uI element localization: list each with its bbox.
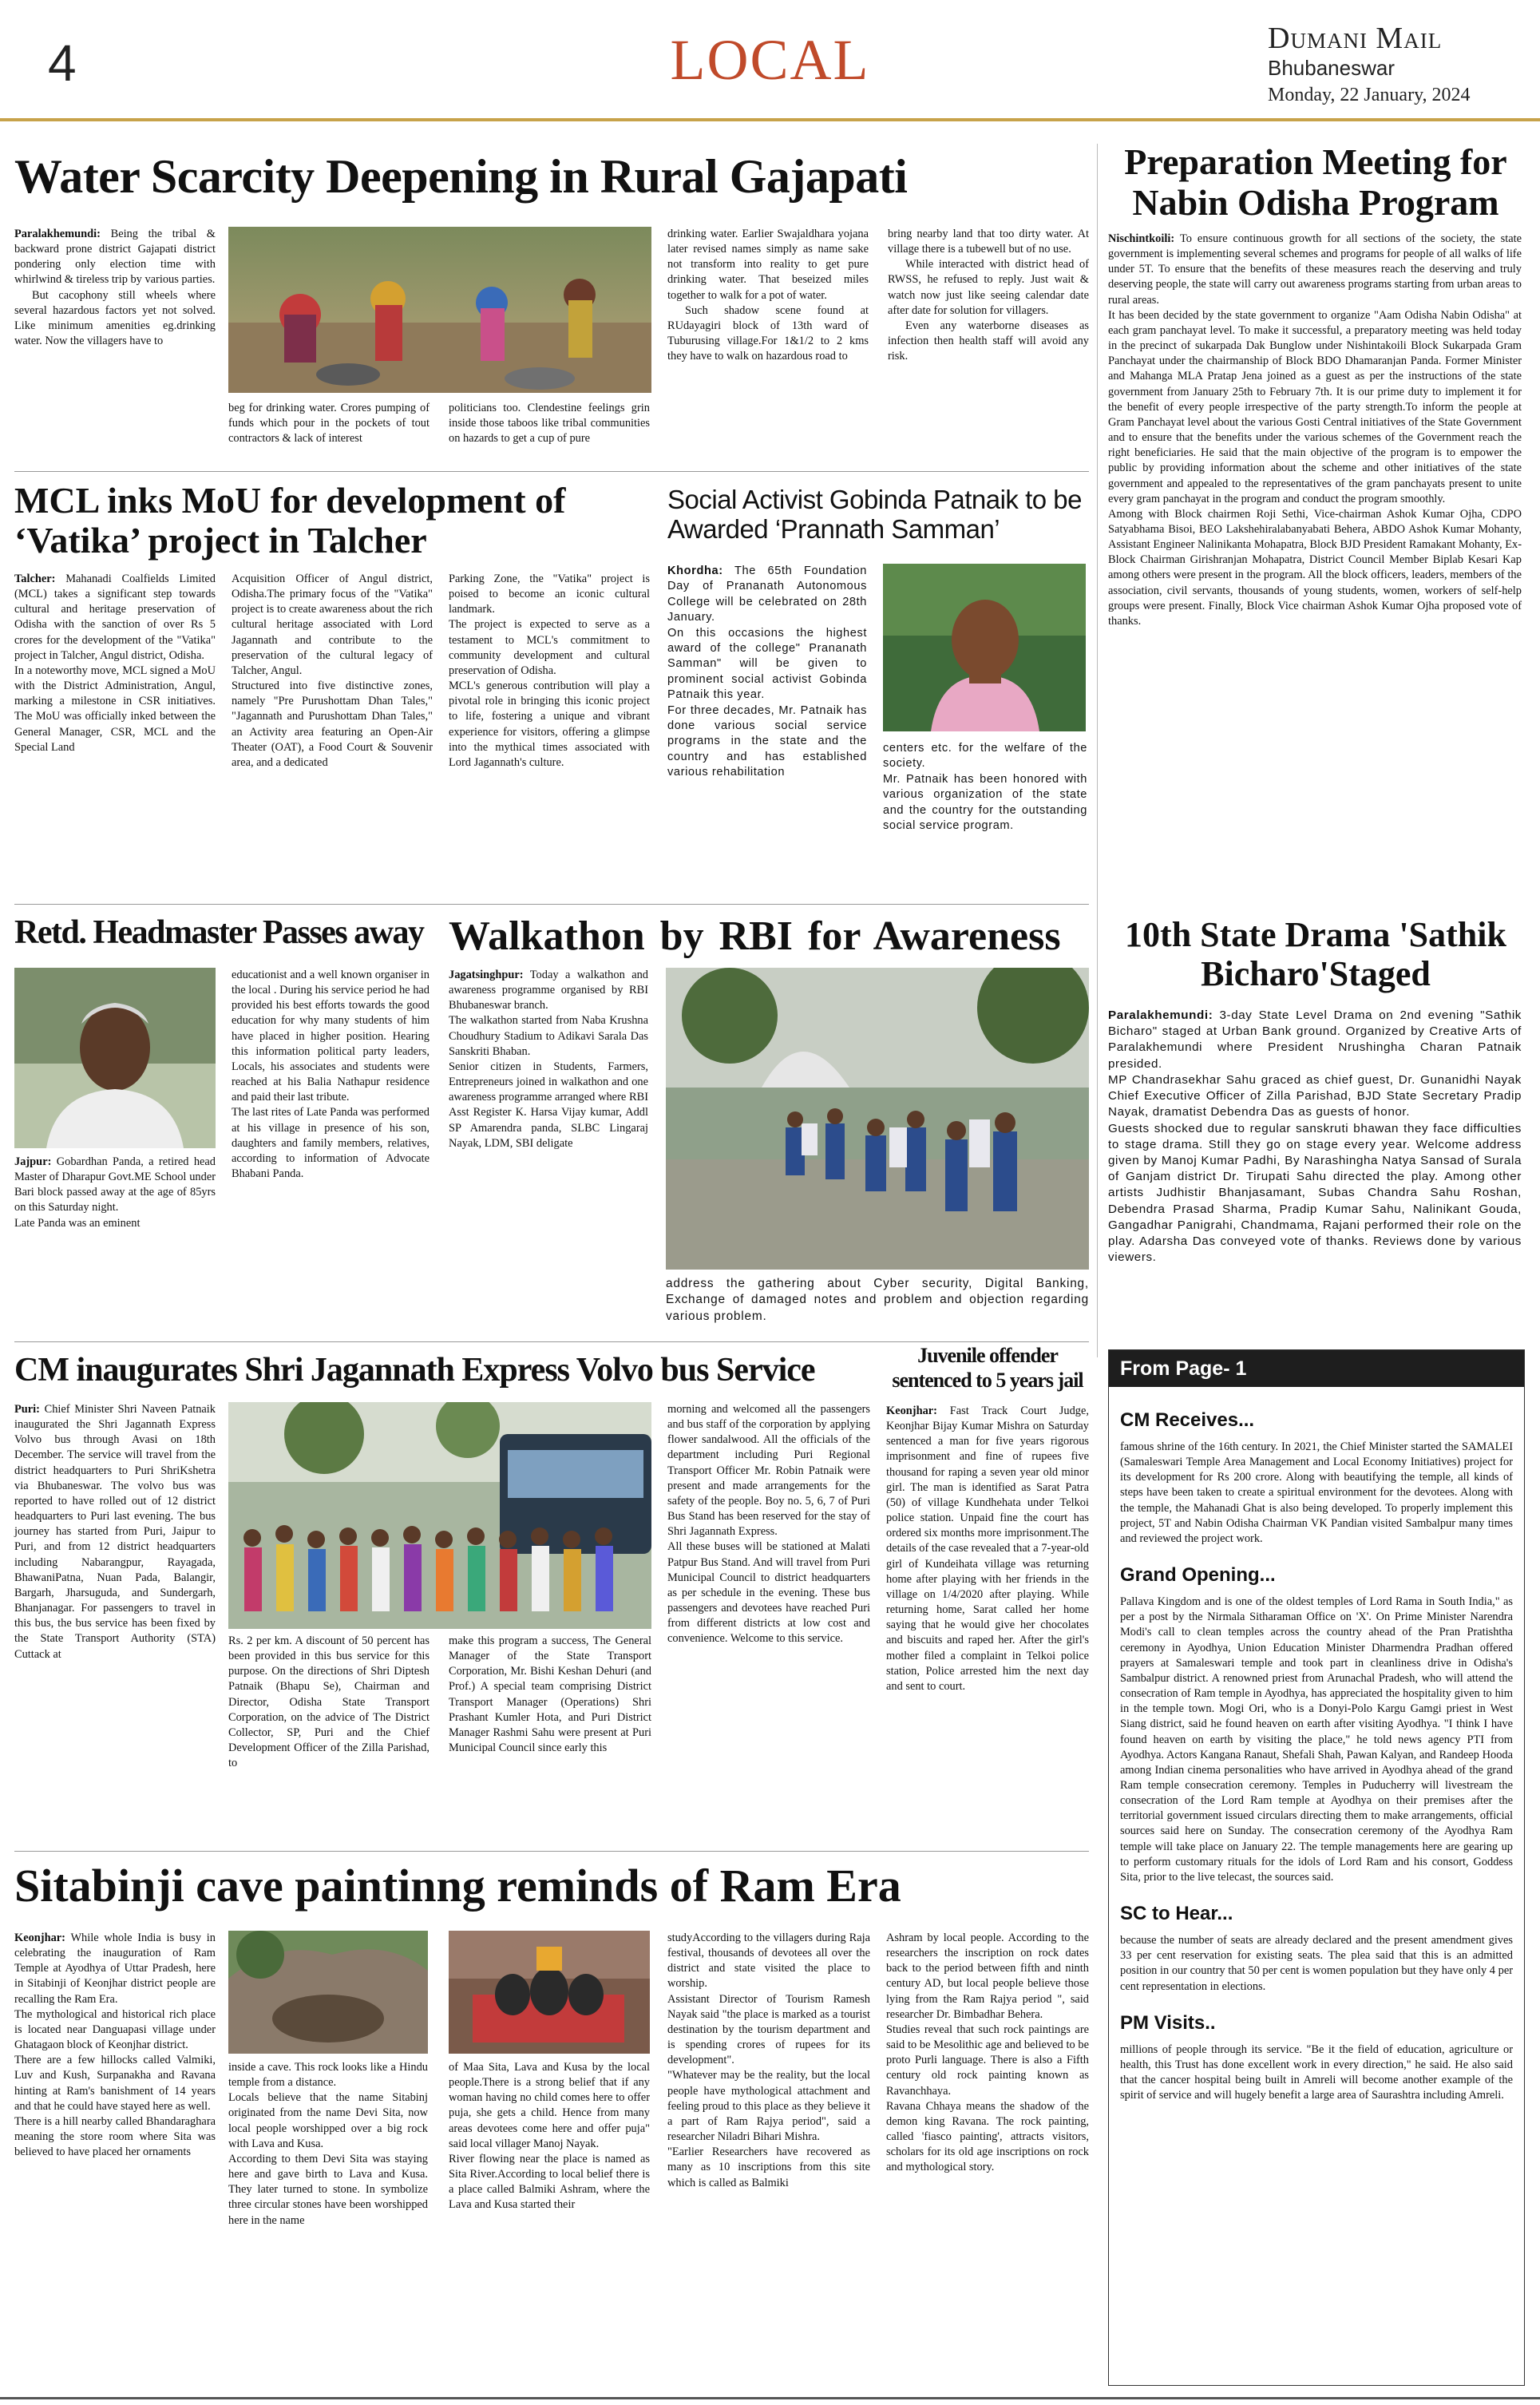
walkathon-text-1c: Senior citizen in Students, Farmers, Entrepreneurs joined in walkathon and one awareness programme arranged where RBI Asst Register K. Harsa Vijay kumar, Addl SP Amarendra panda, SLBC Lingaraj Nayak, LDM, SBI deligate — [449, 1060, 648, 1150]
walkathon-dateline: Jagatsinghpur: — [449, 969, 524, 981]
mcl-text-3b: The project is expected to serve as a testament to MCL's commitment to community development and cultural preservation of Odisha. — [449, 618, 650, 677]
pm-visits-heading: PM Visits.. — [1120, 2011, 1216, 2034]
water-col-4 — [667, 227, 869, 364]
water-photo — [228, 227, 651, 393]
gobinda-col-1 — [667, 564, 867, 781]
water-text-3: politicians too. Clendestine feelings grin inside those taboos like tribal communities on hazards to get a cup of pure — [449, 402, 650, 446]
gobinda-dateline: Khordha: — [667, 565, 723, 577]
water-text-2: beg for drinking water. Crores pumping of funds which pour in the pockets of tout contractors & lack of interest — [228, 402, 430, 446]
drama-text-1: 3-day State Level Drama on 2nd evening "Sathik Bicharo" staged at Urban Bank ground. Organized by Creative Arts of Paralakhemundi where President Nrushingha Charan Patnaik presided. — [1108, 1008, 1522, 1071]
drama-body — [1108, 1008, 1522, 1266]
footer-rule — [0, 2397, 1540, 2399]
sita-text-4b: Assistant Director of Tourism Ramesh Nayak said "the place is marked as a tourist destination by the tourism department and is spending crores of rupees for its development". — [667, 1992, 870, 2067]
sita-text-1c: There are a few hillocks called Valmiki, Luv and Kush, Surpanakha and Ravana hinting at Ram's banishment of 14 years and that he could have stayed here as well. — [14, 2054, 216, 2113]
page-number: 4 — [48, 34, 77, 92]
masthead-rule — [0, 118, 1540, 121]
mcl-col-1 — [14, 572, 216, 755]
date: Monday, 22 January, 2024 — [1268, 85, 1471, 105]
juvenile-text: Fast Track Court Judge, Keonjhar Bijay Kumar Mishra on Saturday sentenced a man for five years rigorous imprisonment and fine of rupees five thousand for raping a seven year old minor girl. The man is identified as Sarat Patra (50) of village Kundhehata under Telkoi police station. Unpaid fine the court has ordered six months more imprisonment.The details of the case revealed that a 7-year-old girl of Kundeihata village was returning home after playing with her friends in the village on 1/4/2020 after playing. While returning home, Sarat called her home saying that he would give her chocolates and biscuits and raped her. After the girl's mother filed a complaint in Telkoi police station, Police arrested him the next day and sent to court. — [886, 1405, 1089, 1693]
mcl-text-1: Mahanadi Coalfields Limited (MCL) takes a significant step towards cultural and heritage preservation of Odisha with the sanction of over Rs 5 crores for the development of the "Vatika" project in Talcher, Angul district, Odisha. — [14, 573, 216, 662]
from-page-banner: From Page- 1 — [1109, 1350, 1524, 1387]
water-headline: Water Scarcity Deepening in Rural Gajapati — [14, 150, 908, 203]
walkathon-photo-image — [666, 968, 1089, 1270]
bus-photo — [228, 1402, 651, 1629]
sita-col-3 — [449, 2060, 650, 2213]
from-page-box — [1108, 1349, 1525, 2386]
section-title: LOCAL — [670, 28, 870, 92]
drama-text-2: MP Chandrasekhar Sahu graced as chief guest, Dr. Gunanidhi Nayak Chief Executive Officer of Zilla Parishad, BJD State Secretary Pradip Nayak, dramatist Debendra Das as guests of honor. — [1108, 1072, 1522, 1119]
sita-text-2: inside a cave. This rock looks like a Hindu temple from a distance. — [228, 2061, 428, 2090]
water-photo-image — [228, 227, 651, 393]
water-text-1b: But cacophony still wheels where several hazardous factors yet not solved. Like minimum amenities eg.drinking water. Now the villagers have to — [14, 288, 216, 348]
drama-headline: 10th State Drama 'Sathik Bicharo'Staged — [1125, 915, 1506, 994]
row-rule-1 — [14, 471, 1089, 472]
cm-receives-text: famous shrine of the 16th century. In 2021, the Chief Minister started the SAMALEI (Samaleswari Temple Area Management and Local Economy Initiatives) project for its development for Rs 200 crore. Along with beautifying the temple, all kinds of steps have been taken to create a spiritual environment for the devotees. Along with the temple, the Mahanadi Ghat is also being developed. To properly implement this project, 5T and Nabin Odisha Chairman VK Pandian visited Sambalpur many times and reviewed the project work. — [1120, 1440, 1513, 1545]
bus-col-4 — [667, 1402, 870, 1647]
gobinda-text-1c: For three decades, Mr. Patnaik has done various social service programs in the state and the country and has established various rehabilitation — [667, 703, 867, 779]
walkathon-text-1b: The walkathon started from Naba Krushna Choudhury Stadium to Adikavi Sarala Das Sanskriti Bhaban. — [449, 1014, 648, 1058]
sita-text-2c: According to them Devi Sita was staying here and gave birth to Lava and Kusa. They later turned to stone. In symbolize three circular stones have been worshipped here in the name — [228, 2152, 428, 2227]
headmaster-text-1b: Late Panda was an eminent — [14, 1216, 141, 1230]
drama-text-3: Guests shocked due to regular sanskruti bhawan they face difficulties to stage drama. Still they go on stage every year. Welcome address given by Manoj Kumar Padhi, By Narashingha Natya Sansad of Surala of Ganjam district Dr. Tirupati Sahu directed the play. Among other artists Judhistir Bhanjasamant, Subas Chandra Sahu Roshan, Debendra Prasad Sharma, Pradip Kumar Sahu, Nalinikant Gouda, Gangadhar Panigrahi, Chandmama, Rajani performed their role on the play. Adarsha Das conveyed vote of thanks. Reviews done by various viewers. — [1108, 1121, 1522, 1265]
water-col-2 — [228, 401, 430, 446]
water-text-5: bring nearby land that too dirty water. At village there is a tubewell but of no use. — [888, 228, 1089, 256]
sita-text-2b: Locals believe that the name Sitabinj originated from the name Devi Sita, now local people worshipped over a big rock with Lava and Kusa. — [228, 2091, 428, 2150]
sc-to-hear-text: because the number of seats are already declared and the present amendment gives 33 per cent reservation for existing seats. The plea said that this is an admitted position in our country that 50 per cent is women population but they have only 4 per cent representation in elections. — [1120, 1934, 1513, 1993]
mcl-col-3 — [449, 572, 650, 771]
sita-dateline: Keonjhar: — [14, 1932, 65, 1944]
mcl-headline: MCL inks MoU for development of ‘Vatika’ project in Talcher — [14, 480, 566, 561]
grand-opening-text: Pallava Kingdom and is one of the oldest temples of Lord Rama in South India," as per a post by the Nirmala Sitharaman Office on 'X'. On Prime Minister Narendra Modi's call to clean temples across the country ahead of the Pran Pratishtha ceremony in Ayodhya, Union Education Minister Dharmendra Pradhan offered prayers at Samaleswari temple and took part in cleanliness drive in Odisha's Sambalpur district. A renowned priest from Arunachal Pradesh, who will attend the consecration of Ram temple in Ayodhya, has appreciated the hospitality given to him in the temple town. Mogi Ori, who is a Donyi-Polo Kargu Gamgi priest in West Siang district, said he found heaven on earth after visiting Ayodhya. "I think I have found heaven on earth by visiting the place," he told news agency PTI from Ayodhya. Actors Kangana Ranaut, Shefali Shah, Pawan Kalyan, and Randeep Hooda among Indian cinema personalities who have arrived in Ayodhya ahead of the grand Ram temple consecration ceremony. Temples in Puducherry will livestream the consecration of the Lord Ram temple at Ayodhya on their premises after the territorial government issued circulars directing them to make arrangements, official sources said here on Sunday. The consecration ceremony of the Ayodhya Ram temple will take place on January 22. The temple managements here are gearing up to perform customary rituals for the idols of Lord Ram and his consort, Goddess Sita, prior to the live telecast, the sources said. — [1120, 1595, 1513, 1884]
sita-text-4c: "Whatever may be the reality, but the local people have mythological attachment and feeling proud to this place as they believe it a part of Ram Rajya period", said a researcher Niladri Bihari Mishra. — [667, 2069, 870, 2144]
water-text-5c: Even any waterborne diseases as infection then health staff will avoid any risk. — [888, 319, 1089, 363]
mcl-text-1b: In a noteworthy move, MCL signed a MoU with the District Administration, Angul, marking a milestone in CSR initiatives. The MoU was officially inked between the General Manager, CSR, MCL and the Special Land — [14, 664, 216, 754]
gobinda-text-1b: On this occasions the highest award of the college" Prananath Samman" will be given to prominent social activist Gobinda Patnaik this year. — [667, 626, 867, 702]
sita-text-5b: Studies reveal that such rock paintings are said to be Mesolithic age and believed to be proto Purli language. There is also a Fifth century old rock painting known as Ravanchhaya. — [886, 2023, 1089, 2098]
bus-col-3 — [449, 1634, 651, 1756]
city: Bhubaneswar — [1268, 56, 1395, 80]
bus-text-2: Rs. 2 per km. A discount of 50 percent has been provided in this bus service for this purpose. On the directions of Shri Diptesh Patnaik (Bhapu Se), Chairman and Director, Odisha State Transport Corporation, on the advice of The District Collector, SP, Puri and the Chief Development Officer of the Zilla Parishad, to — [228, 1634, 430, 1770]
walkathon-col-1 — [449, 968, 648, 1151]
water-dateline: Paralakhemundi: — [14, 228, 101, 240]
sita-cave-image — [228, 1931, 428, 2054]
sita-text-5: Ashram by local people. According to the researchers the inscription on rock dates back to the period between fifth and ninth century AD, but local people believe those lying from the Ram Rajya period ", said researcher Dr. Bimbadhar Behera. — [886, 1932, 1089, 2021]
headmaster-photo — [14, 968, 216, 1148]
prep-text-1: To ensure continuous growth for all sections of the society, the state government is implementing several schemes and programs for people of all walks of life under 5T. To ensure that the benefits of these measures reach the deserving and truly deserving people, the state will carry out awareness programs starting from urban areas to rural areas. — [1108, 232, 1522, 307]
mcl-dateline: Talcher: — [14, 573, 56, 585]
headmaster-headline: Retd. Headmaster Passes away — [14, 914, 424, 951]
headmaster-portrait — [14, 968, 216, 1148]
row-rule-4 — [14, 1851, 1089, 1852]
bus-col-1 — [14, 1402, 216, 1662]
water-col-1 — [14, 227, 216, 349]
gobinda-text-2: centers etc. for the welfare of the society. — [883, 742, 1087, 771]
mcl-text-3: Parking Zone, the "Vatika" project is poised to become an iconic cultural landmark. — [449, 573, 650, 616]
sita-text-5c: Ravana Chhaya means the shadow of the demon king Ravana. The rock painting, called 'fiasco painting', attracts visitors, scholars for its old age inscriptions on rock and mythological story. — [886, 2099, 1089, 2174]
drama-dateline: Paralakhemundi: — [1108, 1008, 1213, 1022]
sita-text-3b: River flowing near the place is named as Sita River.According to local belief there is a place called Balmiki Ashram, where the Lava and Kusa started their — [449, 2152, 650, 2212]
juvenile-dateline: Keonjhar: — [886, 1405, 937, 1417]
sita-photo-shrine — [449, 1931, 650, 2054]
mcl-text-2: Acquisition Officer of Angul district, Odisha.The primary focus of the "Vatika" project is to create awareness about the rich cultural heritage associated with Lord Jagannath and contribute to the preservation of the cultural legacy of Talcher, Angul. — [232, 573, 433, 677]
row-rule-2 — [14, 904, 1089, 905]
bus-headline: CM inaugurates Shri Jagannath Express Volvo bus Service — [14, 1352, 815, 1389]
sita-col-2 — [228, 2060, 428, 2229]
bus-photo-image — [228, 1402, 651, 1629]
sita-col-1 — [14, 1931, 216, 2160]
gobinda-headline: Social Activist Gobinda Patnaik to be Awarded ‘Prannath Samman’ — [667, 485, 1082, 544]
gobinda-text-1: The 65th Foundation Day of Prananath Autonomous College will be celebrated on 28th January. — [667, 565, 867, 624]
prep-body — [1108, 232, 1522, 629]
headmaster-col-2 — [232, 968, 430, 1182]
cm-receives-heading: CM Receives... — [1120, 1409, 1255, 1431]
sita-text-1d: There is a hill nearby called Bhandaraghara meaning the store room where Sita was believed to have placed her ornaments — [14, 2114, 216, 2159]
water-text-1: Being the tribal & backward prone district Gajapati district pondering only election time with whirlwind & tireless trip by various parties. — [14, 228, 216, 287]
masthead — [0, 0, 1540, 126]
bus-dateline: Puri: — [14, 1403, 40, 1416]
sita-photo-cave — [228, 1931, 428, 2054]
walkathon-text-1: Today a walkathon and awareness programme organised by RBI Bhubaneswar branch. — [449, 969, 648, 1012]
mcl-text-2b: Structured into five distinctive zones, namely "Pre Purushottam Dhan Tales," "Jagannath and Purushottam Dhan Tales," an Activity area featuring an Open-Air Theater (OAT), a Food Court & Souvenir area, and a dedicated — [232, 680, 433, 769]
headmaster-dateline: Jajpur: — [14, 1155, 52, 1168]
headmaster-col-1 — [14, 1155, 216, 1231]
row-rule-3 — [14, 1341, 1089, 1342]
sita-text-3: of Maa Sita, Lava and Kusa by the local people.There is a strong belief that if any woman having no child comes here to offer puja, she gets a child. Hence from many areas devotees come here and offer puja" said local villager Manoj Nayak. — [449, 2061, 650, 2150]
sita-text-4: studyAccording to the villagers during Raja festival, thousands of devotees all over the district and state visited the place to worship. — [667, 1932, 870, 1991]
mcl-text-3c: MCL's generous contribution will play a pivotal role in bringing this iconic project to life, fostering a unique and vibrant experience for visitors, offering a glimpse into the mythical times associated with Lord Jagannath's culture. — [449, 680, 650, 769]
bus-text-4b: All these buses will be stationed at Malati Patpur Bus Stand. And will travel from Puri Municipal Council to district headquarters as per schedule in the evening. These bus passengers and devotees have reached Puri from different districts at low cost and convenience. Welcome to this service. — [667, 1540, 870, 1646]
juvenile-body — [886, 1404, 1089, 1694]
bus-text-4: morning and welcomed all the passengers and bus staff of the corporation by applying flower sandalwood. All the officials of the department including Puri Regional Transport Officer Mr. Robin Patnaik were present and made arrangements for the safety of the people. Boy no. 5, 6, 7 of Puri Bus Stand has been reserved for the stay of Shri Jagannath Express. — [667, 1403, 870, 1539]
water-text-4b: Such shadow scene found at RUdayagiri block of 13th ward of Tuburusing village.For 1&1/2 to 2 kms they have to walk on hazardous road to — [667, 303, 869, 363]
headmaster-text-2: educationist and a well known organiser in the local . During his service period he had provided his best efforts towards the good education for why many students of him have placed in higher position. Hearing this information political party leaders, Locals, his associates and students were reached at his Balia Nathapur residence and paid their last tribute. — [232, 969, 430, 1104]
water-col-3 — [449, 401, 650, 446]
prep-headline: Preparation Meeting for Nabin Odisha Program — [1124, 141, 1507, 223]
prep-dateline: Nischintkoili: — [1108, 232, 1175, 245]
sita-headline: Sitabinji cave paintinng reminds of Ram Era — [14, 1860, 901, 1912]
water-text-5b: While interacted with district head of RWSS, he refused to reply. Just wait & watch now just like seeing calendar date after date for solution for villagers. — [888, 258, 1089, 317]
column-divider — [1097, 144, 1098, 1357]
water-col-5 — [888, 227, 1089, 364]
juvenile-headline-line-1: Juvenile offender — [917, 1344, 1058, 1367]
grand-opening-heading: Grand Opening... — [1120, 1564, 1276, 1587]
walkathon-headline: Walkathon by RBI for Awareness — [449, 913, 1061, 959]
gobinda-col-2 — [883, 741, 1087, 834]
sita-text-4d: "Earlier Researchers have recovered as many as 10 inscriptions from this site which is called as Balmiki — [667, 2145, 870, 2189]
sita-col-5 — [886, 1931, 1089, 2176]
juvenile-headline — [886, 1345, 1089, 1392]
walkathon-col-2 — [666, 1276, 1089, 1325]
gobinda-text-2b: Mr. Patnaik has been honored with various organization of the state and the country for the outstanding social service program. — [883, 772, 1087, 833]
gobinda-photo — [883, 564, 1086, 731]
walkathon-text-2: address the gathering about Cyber security, Digital Banking, Exchange of damaged notes and problem and objection regarding various problem. — [666, 1277, 1089, 1323]
juvenile-headline-line-2: sentenced to 5 years jail — [892, 1369, 1083, 1393]
bus-col-2 — [228, 1634, 430, 1771]
sita-text-1b: The mythological and historical rich place is located near Danguapasi village under Ghatagaon block of Keonjhar district. — [14, 2007, 216, 2052]
sita-text-1: While whole India is busy in celebrating the inauguration of Ram Temple at Ayodhya of Uttar Pradesh, here in Sitabinji of Keonjhar district people are recalling the Ram Era. — [14, 1932, 216, 2006]
bus-text-1: Chief Minister Shri Naveen Patnaik inaugurated the Shri Jagannath Express Volvo bus through Avasi on 18th December. The service will travel from the district headquarters to Puri ShriKshetra via Bhubaneswar. The volvo bus was reported to have rolled out of 12 district headquarters to Puri last evening. The bus journey has started from Puri, Jaipur to Puri, and from 12 district headquarters including Nabarangpur, Rayagada, BhawaniPatna, Nuan Pada, Balangir, Bargarh, Jharsuguda, and Sundergarh, Bhanjanagar. For passengers to travel in this bus, the bus service has been fixed by the State Transport Authority (STA) Cuttack at — [14, 1403, 216, 1661]
gobinda-portrait — [883, 564, 1086, 731]
headmaster-text-2b: The last rites of Late Panda was performed at his village in presence of his son, daughters and family members, relatives, according to information of Advocate Bhabani Panda. — [232, 1106, 430, 1181]
prep-text-2: It has been decided by the state government to organize "Aam Odisha Nabin Odisha" at each gram panchayat level. To make it successful, a preparatory meeting was held today in the precinct of sukarpada Dak Bunglow under Nishintakoili Block Sukarpada Gram Panchayat under the chairmanship of Block BDO Dhamaranjan Panda. Former Minister and Mahanga MLA Pratap Jena joined as a guest as per the instructions of the state government from January 25th to February 7th. It is our prime duty to implement it for the benefit of every people irrespective of the party strength.To inform the people at Gram Panchayat level about the various Gosti Central initiatives of the State Government and to ensure that the benefits under the various schemes of the Government reach the right beneficiaries. He said that the main objective of the program is to empower the public by providing information about the scheme and other initiatives of the state government and appealed to the representatives of the gram panchayats present to unite every gram panchayat in the program and conduct the program smoothly. — [1108, 308, 1522, 505]
mcl-col-2 — [232, 572, 433, 771]
sc-to-hear-heading: SC to Hear... — [1120, 1903, 1233, 1925]
sita-shrine-image — [449, 1931, 650, 2054]
walkathon-photo — [666, 968, 1089, 1270]
bus-text-3: make this program a success, The General Manager of the State Transport Corporation, Mr. Bishi Keshan Dehuri (and Prof.) A special team comprising District Transport Manager (Operations) Shri Prashant Kumler Hota, and Puri District Manager Rashmi Sahu were present at Puri Municipal Council since early this — [449, 1634, 651, 1755]
pm-visits-text: millions of people through its service. "Be it the field of education, agriculture or health, this Trust has done excellent work in every direction," he said. He also said that the cancer hospital being built in Amreli will become another example of the spirit of service and will hugely benefit a large area of Saurashtra including Amreli. — [1120, 2042, 1513, 2102]
headmaster-text-1: Gobardhan Panda, a retired head Master of Dharapur Govt.ME School under Bari block passed away at the age of 85yrs on this Saturday night. — [14, 1155, 216, 1214]
water-text-4: drinking water. Earlier Swajaldhara yojana later revised names simply as name sake not transform into reality to get pure drinking water. That beseized miles together to walk for a pot of water. — [667, 228, 869, 302]
prep-text-3: Among with Block chairmen Roji Sethi, Vice-chairman Ashok Kumar Ojha, CDPO Satyabhama Bisoi, BEO Lakshehiralabanyabati Behera, ABDO Ashok Kumar Mohanty, Assistant Engineer Nalinikanta Mohapatra, Block BJD President Ramakant Mohanty, Ex-Block Chairman Girishranjan Mohapatra, District Council Member Biplab Kesari Kap among others were present in the program. All the block officers, leaders, members of the association, civil servants, thousands of young students, women, workers of self-help groups were present. Finally, Block Vice chairman Ashok Kumar Ojha proposed vote of thanks. — [1108, 507, 1522, 628]
sita-col-4 — [667, 1931, 870, 2191]
paper-name: Dumani Mail — [1268, 22, 1443, 55]
